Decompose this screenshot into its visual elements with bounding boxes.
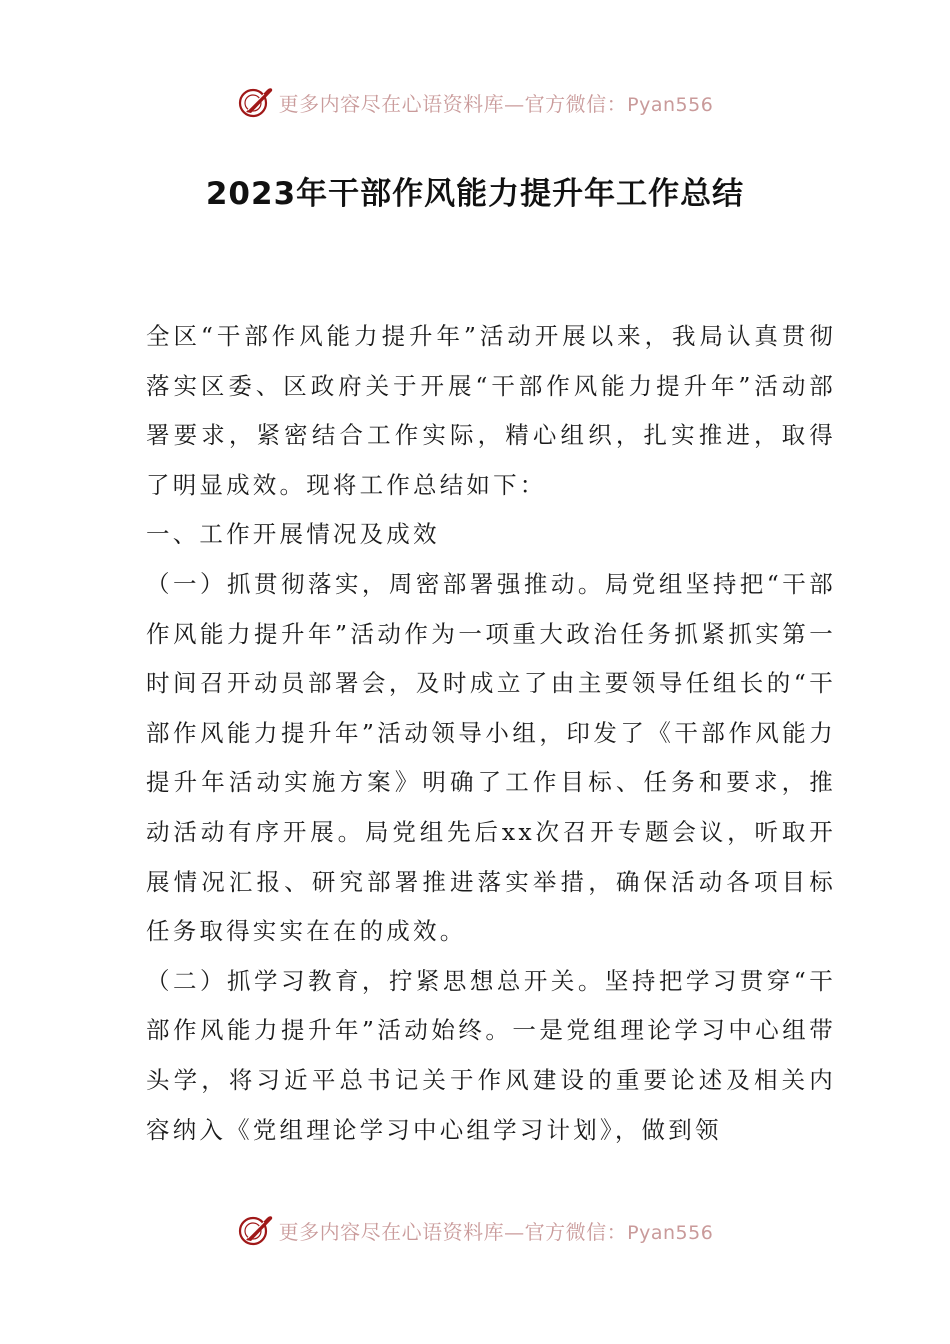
header-watermark-banner [0,82,950,122]
banner-text: 更多内容尽在心语资料库—官方微信：Pyan556 [278,91,714,116]
wechat-id: Pyan556 [627,93,714,116]
section-heading: 一、工作开展情况及成效 [146,520,440,549]
document-title: 2023年干部作风能力提升年工作总结 [205,176,745,212]
paragraph-implementation: （一）抓贯彻落实，周密部署强推动。局党组坚持把“干部作风能力提升年”活动作为一项重大政治任务抓紧抓实第一时间召开动员部署会，及时成立了由主要领导任组长的“干部作风能力提升年”活动领导小组，印发了《干部作风能力提升年活动实施方案》明确了工作目标、任务和要求，推动活动有序开展。局党组先后xx次召开专题会议，听取开展情况汇报、研究部署推进落实举措，确保活动各项目标任务取得实实在在的成效。 [146,569,836,946]
quill-pen-logo-icon [237,84,275,120]
quill-pen-logo-icon [237,1212,275,1248]
document-body [146,312,836,1155]
footer-watermark-banner [0,1210,950,1250]
paragraph-intro: 全区“干部作风能力提升年”活动开展以来，我局认真贯彻落实区委、区政府关于开展“干部作风能力提升年”活动部署要求，紧密结合工作实际，精心组织，扎实推进，取得了明显成效。现将工作总结如下： [146,322,836,499]
wechat-id: Pyan556 [627,1221,714,1244]
paragraph-study-education: （二）抓学习教育，拧紧思想总开关。坚持把学习贯穿“干部作风能力提升年”活动始终。一是党组理论学习中心组带头学，将习近平总书记关于作风建设的重要论述及相关内容纳入《党组理论学习中心组学习计划》，做到领 [146,966,836,1144]
banner-text: 更多内容尽在心语资料库—官方微信：Pyan556 [278,1219,714,1244]
